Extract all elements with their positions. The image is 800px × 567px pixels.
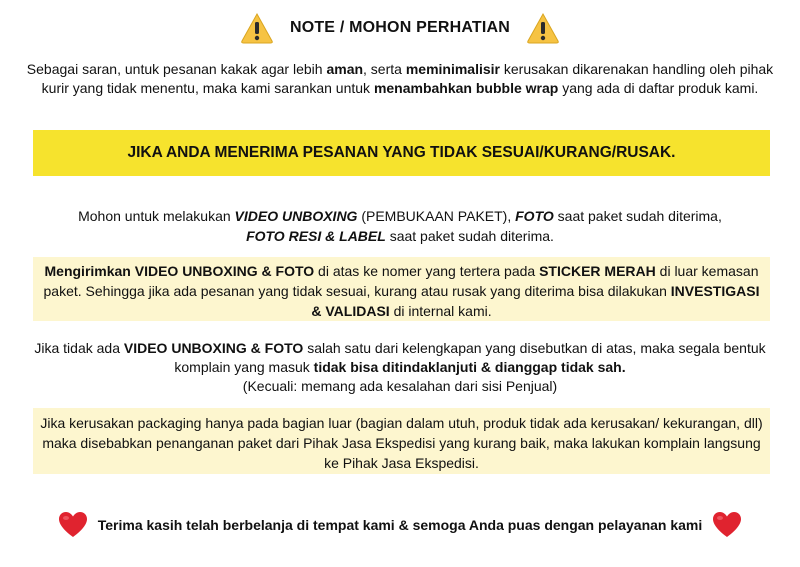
warning-banner [33, 130, 770, 176]
packaging-damage-box: Jika kerusakan packaging hanya pada bagian luar (bagian dalam utuh, produk tidak ada kerusakan/ kekurangan, dll) maka disebabkan penanganan paket dari Pihak Jasa Ekspedisi yang kurang baik, maka lakukan komplain langsung ke Pihak Jasa Ekspedisi. [33, 408, 770, 474]
thank-you-footer [0, 507, 800, 543]
footer-text: Terima kasih telah berbelanja di tempat kami & semoga Anda puas dengan pelayanan kami [97, 517, 703, 533]
heart-icon [712, 511, 742, 539]
note-header [0, 8, 800, 48]
send-evidence-box: Mengirimkan VIDEO UNBOXING & FOTO di atas ke nomer yang tertera pada STICKER MERAH di luar kemasan paket. Sehingga jika ada pesanan yang tidak sesuai, kurang atau rusak yang diterima bisa dilakukan INVESTIGASI & VALIDASI di internal kami. [33, 257, 770, 321]
no-evidence-paragraph: Jika tidak ada VIDEO UNBOXING & FOTO salah satu dari kelengkapan yang disebutkan di atas, maka segala bentuk komplain yang masuk tidak bisa ditindaklanjuti & dianggap tidak sah. (Kecuali: memang ada kesalahan dari sisi Penjual) [34, 340, 766, 394]
page-title: NOTE / MOHON PERHATIAN [289, 19, 511, 36]
warning-icon [526, 12, 560, 44]
heart-icon [58, 511, 88, 539]
intro-paragraph: Sebagai saran, untuk pesanan kakak agar lebih aman, serta meminimalisir kerusakan dikarenakan handling oleh pihak kurir yang tidak menentu, maka kami sarankan untuk menambahkan bubble wrap yang ada di daftar produk kami. [26, 61, 774, 96]
warning-icon [240, 12, 274, 44]
banner-text: JIKA ANDA MENERIMA PESANAN YANG TIDAK SESUAI/KURANG/RUSAK. [127, 144, 676, 161]
unboxing-instructions: Mohon untuk melakukan VIDEO UNBOXING (PEMBUKAAN PAKET), FOTO saat paket sudah diterima, FOTO RESI & LABEL saat paket sudah diterima. [78, 208, 722, 244]
